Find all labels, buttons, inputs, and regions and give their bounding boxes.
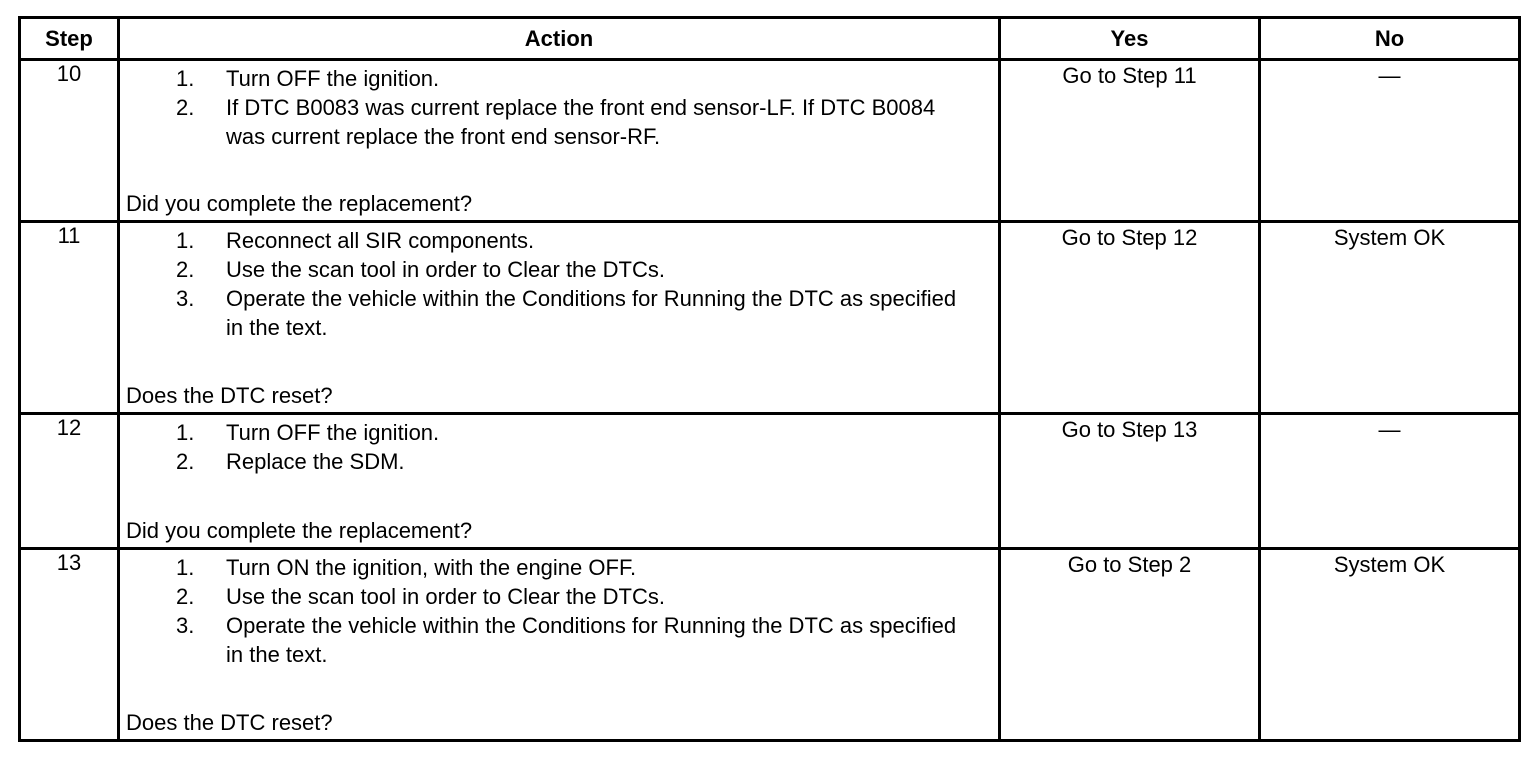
- no-cell: [1260, 222, 1520, 414]
- yes-result: Go to Step 13: [1061, 417, 1198, 442]
- header-row: [20, 18, 1520, 60]
- action-item-text: Reconnect all SIR components.: [226, 228, 535, 253]
- action-item-text: If DTC B0083 was current replace the front end sensor-LF. If DTC B0084 was current replace the front end sensor-RF.: [226, 95, 936, 149]
- yes-cell: [1000, 414, 1260, 549]
- action-item-text: Turn ON the ignition, with the engine OFF.: [226, 555, 637, 580]
- action-question: Does the DTC reset?: [126, 710, 333, 735]
- action-item-number: 2.: [176, 95, 195, 120]
- header-no: No: [1260, 18, 1520, 60]
- header-yes: Yes: [1000, 18, 1260, 60]
- action-cell: [119, 60, 1000, 222]
- yes-result: Go to Step 2: [1067, 552, 1192, 577]
- action-item-text: Use the scan tool in order to Clear the DTCs.: [226, 257, 665, 282]
- no-cell: [1260, 60, 1520, 222]
- action-item: [120, 418, 998, 447]
- action-item: [120, 284, 998, 342]
- no-cell: [1260, 549, 1520, 741]
- procedure-table-wrapper: [18, 16, 1521, 742]
- action-item-text: Replace the SDM.: [226, 449, 405, 474]
- action-item-number: 3.: [176, 286, 195, 311]
- action-item: [120, 64, 998, 93]
- action-item: [120, 93, 998, 151]
- table-row-step-11: [20, 222, 1520, 414]
- action-list: [120, 223, 998, 342]
- step-number: 13: [20, 549, 119, 741]
- table-row-step-13: [20, 549, 1520, 741]
- no-result: System OK: [1333, 225, 1446, 250]
- header-action: Action: [119, 18, 1000, 60]
- action-item-number: 1.: [176, 228, 195, 253]
- action-item-number: 1.: [176, 420, 195, 445]
- no-result: —: [1378, 63, 1401, 88]
- header-step: Step: [20, 18, 119, 60]
- action-item-text: Use the scan tool in order to Clear the DTCs.: [226, 584, 665, 609]
- action-item: [120, 611, 998, 669]
- action-question: Does the DTC reset?: [126, 383, 333, 408]
- no-cell: [1260, 414, 1520, 549]
- action-item-number: 1.: [176, 555, 195, 580]
- action-item: [120, 447, 998, 476]
- action-item-number: 2.: [176, 449, 195, 474]
- action-cell: [119, 549, 1000, 741]
- action-item: [120, 582, 998, 611]
- action-list: [120, 61, 998, 151]
- step-number: 11: [20, 222, 119, 414]
- yes-cell: [1000, 222, 1260, 414]
- action-question: Did you complete the replacement?: [126, 518, 473, 543]
- step-number: 12: [20, 414, 119, 549]
- no-result: —: [1378, 417, 1401, 442]
- action-item: [120, 255, 998, 284]
- action-list: [120, 415, 998, 476]
- table-row-step-10: [20, 60, 1520, 222]
- yes-cell: [1000, 60, 1260, 222]
- action-cell: [119, 414, 1000, 549]
- action-question: Did you complete the replacement?: [126, 191, 473, 216]
- action-cell: [119, 222, 1000, 414]
- action-item-text: Operate the vehicle within the Conditions for Running the DTC as specified in the text.: [226, 286, 957, 340]
- action-item-text: Turn OFF the ignition.: [226, 420, 440, 445]
- action-item-number: 1.: [176, 66, 195, 91]
- action-item-number: 3.: [176, 613, 195, 638]
- yes-result: Go to Step 11: [1062, 63, 1197, 88]
- no-result: System OK: [1333, 552, 1446, 577]
- action-list: [120, 550, 998, 669]
- action-item: [120, 226, 998, 255]
- action-item: [120, 553, 998, 582]
- yes-result: Go to Step 12: [1061, 225, 1198, 250]
- step-number: 10: [20, 60, 119, 222]
- diagnostic-procedure-table: [18, 16, 1521, 742]
- table-row-step-12: [20, 414, 1520, 549]
- action-item-text: Turn OFF the ignition.: [226, 66, 440, 91]
- action-item-number: 2.: [176, 257, 195, 282]
- yes-cell: [1000, 549, 1260, 741]
- action-item-text: Operate the vehicle within the Conditions for Running the DTC as specified in the text.: [226, 613, 957, 667]
- action-item-number: 2.: [176, 584, 195, 609]
